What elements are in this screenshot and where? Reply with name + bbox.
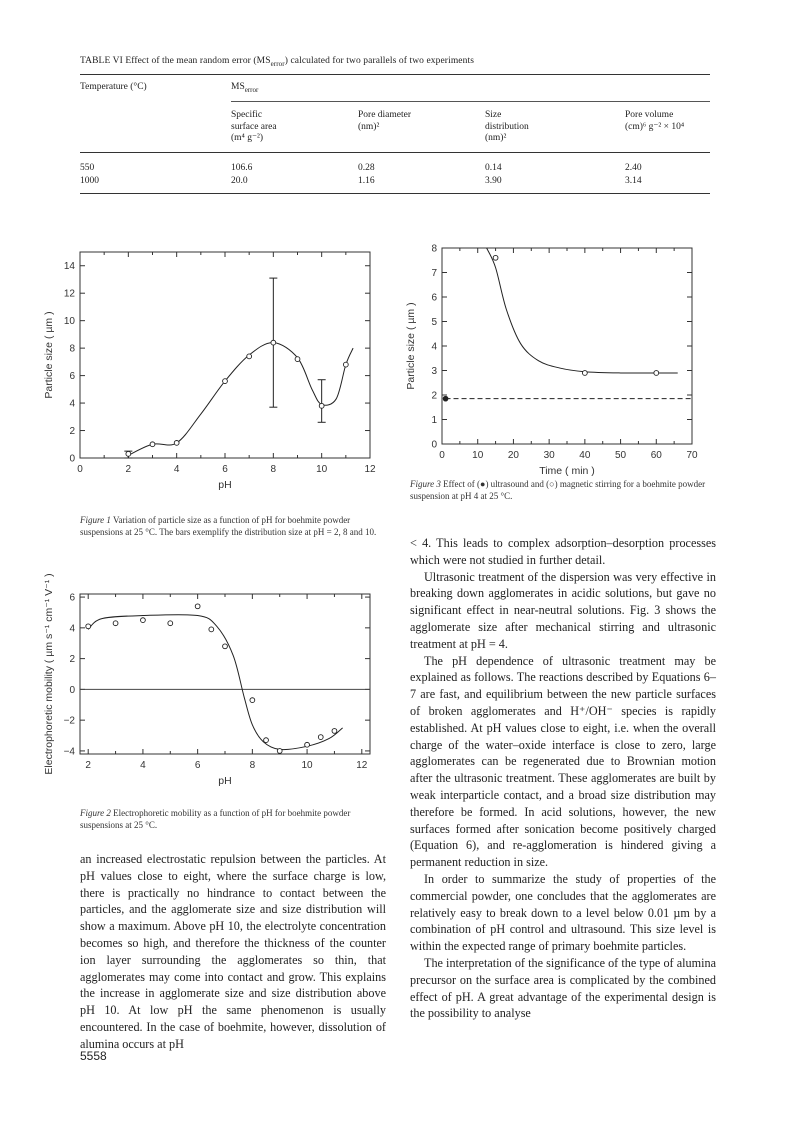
body-paragraph: < 4. This leads to complex adsorption–desorption processes which were not studied in further detail. (410, 536, 716, 567)
data-point (343, 362, 348, 367)
filled-circle-icon: ● (480, 479, 486, 489)
data-point (168, 621, 173, 626)
x-tick-label: 10 (472, 450, 484, 461)
y-tick-label: 7 (431, 268, 437, 279)
y-tick-label: 2 (69, 654, 75, 666)
data-point (277, 749, 282, 754)
page-number: 5558 (80, 1049, 107, 1063)
figure-2-chart (40, 573, 390, 798)
plot-frame (442, 248, 692, 444)
x-tick-label: 8 (270, 464, 277, 475)
data-point (250, 698, 255, 703)
x-axis-label: pH (218, 479, 232, 491)
x-tick-label: 12 (364, 464, 376, 475)
y-tick-label: 4 (69, 623, 75, 635)
header-pore-diameter: Pore diameter (nm)² (358, 110, 412, 132)
x-tick-label: 4 (140, 760, 146, 771)
fitted-curve (88, 615, 342, 750)
y-tick-label: 14 (63, 261, 75, 273)
x-tick-label: 4 (173, 464, 180, 475)
table-rule-mid (231, 101, 710, 102)
data-point (209, 627, 214, 632)
series-curve (487, 248, 678, 373)
y-tick-label: 0 (69, 684, 75, 696)
body-paragraph: Ultrasonic treatment of the dispersion was very effective in breaking down agglomerates in acidic solutions, but gave no significant effect in near-neutral solutions. Fig. 3 shows the agglomerate size after mechanical stirring and ultrasonic treatment at pH = 4. (410, 569, 716, 651)
data-point (264, 738, 269, 743)
x-tick-label: 50 (615, 450, 627, 461)
x-tick-label: 20 (507, 450, 519, 461)
y-tick-label: −2 (63, 715, 75, 727)
table-cell: 0.14 (485, 163, 502, 173)
table-cell: 2.40 (625, 163, 642, 173)
data-point (305, 742, 310, 747)
y-axis-label: Particle size ( µm ) (405, 302, 417, 390)
x-tick-label: 70 (686, 450, 698, 461)
x-axis-label: pH (218, 775, 232, 787)
y-tick-label: 0 (69, 453, 75, 465)
table-cell: 106.6 (231, 163, 253, 173)
data-point (150, 442, 155, 447)
y-axis-label: Particle size ( µm ) (43, 311, 55, 399)
header-pore-volume: Pore volume (cm)⁶ g⁻² × 10⁴ (625, 110, 685, 132)
data-point (493, 255, 498, 260)
y-tick-label: 5 (431, 317, 437, 328)
data-point (174, 440, 179, 445)
y-tick-label: 6 (69, 371, 75, 383)
body-paragraph: an increased electrostatic repulsion between the particles. At pH values close to eight, where the surface charge is low, there is practically no hindrance to contact between the particles, and the agglomerate size and size distribution will show a maximum. Above pH 10, the electrolyte concentration becomes so high, and therefore the thickness of the counter ion layer surrounding the agglomerates so thin, that agglomerates may come into contact and grow. This explains the increase in agglomerate size and size distribution above pH 10. At low pH the same phenomenon is usually encountered. In the case of boehmite, however, dissolution of alumina occurs at pH (80, 852, 386, 1051)
data-point (223, 644, 228, 649)
y-tick-label: 4 (69, 398, 75, 410)
y-tick-label: 1 (431, 415, 437, 426)
y-tick-label: 0 (431, 439, 437, 451)
y-tick-label: 4 (431, 341, 437, 353)
figure-1-chart (40, 238, 390, 508)
y-tick-label: 10 (63, 316, 75, 328)
y-tick-label: 2 (69, 426, 75, 438)
plot-frame (80, 594, 370, 754)
figure-3-chart (400, 238, 720, 476)
header-size-distribution: Size distribution (nm)² (485, 110, 529, 143)
x-tick-label: 0 (77, 464, 83, 475)
body-left-column (80, 851, 386, 1053)
y-tick-label: −4 (63, 746, 75, 758)
header-ms-error: $MS_{error}$ (231, 82, 259, 94)
data-point (332, 729, 337, 734)
x-tick-label: 12 (356, 760, 368, 771)
y-tick-label: 3 (431, 366, 437, 377)
x-tick-label: 6 (222, 464, 228, 475)
body-right-column (410, 535, 716, 1022)
x-tick-label: 60 (650, 450, 662, 461)
x-tick-label: 10 (301, 760, 313, 771)
body-paragraph: The pH dependence of ultrasonic treatment may be explained as follows. The reactions described by Equations 6–7 are fast, and equilibrium between the new particle surfaces of broken agglomerates and H⁺/OH⁻ species is rapidly established. At pH values close to eight, i.e. when the overall charge of the water–oxide interface is close to zero, large agglomerates can be regenerated due to Brownian motion after the ultrasonic treatment. These agglomerates are built by weak interparticle contact, and a broad size distribution may therefore be formed. In acid solutions, however, the new surfaces formed after sonication become positively charged (Equation 6), and re-agglomeration is hindered giving a permanent reduction in size. (410, 653, 716, 870)
table-cell: 3.14 (625, 176, 642, 186)
body-paragraph: The interpretation of the significance of the type of alumina precursor on the surface area is complicated by the combined effect of pH. A great advantage of the experimental design is the possibility to analyse (410, 955, 716, 1021)
x-tick-label: 10 (316, 464, 328, 475)
y-tick-label: 6 (69, 592, 75, 604)
y-tick-label: 6 (431, 292, 437, 304)
x-tick-label: 40 (579, 450, 591, 461)
x-tick-label: 30 (543, 450, 555, 461)
data-point (318, 735, 323, 740)
table-caption: TABLE VI Effect of the mean random error $(MS_{error})$ calculated for two parallels of two experiments (80, 56, 475, 68)
figure-1-caption: Figure 1 Variation of particle size as a function of pH for boehmite powder suspensions at 25 °C. The bars exemplify the distribution size at pH = 2, 8 and 10. (80, 515, 377, 537)
data-point (295, 357, 300, 362)
y-tick-label: 8 (69, 343, 75, 355)
y-tick-label: 8 (431, 243, 437, 255)
x-tick-label: 0 (439, 450, 445, 461)
data-point (113, 621, 118, 626)
plot-frame (80, 252, 370, 458)
data-point (247, 354, 252, 359)
table-rule-top (80, 74, 710, 75)
data-point (271, 340, 276, 345)
open-circle-icon: ○ (549, 479, 555, 489)
y-axis-label: Electrophoretic mobility ( µm s⁻¹ cm⁻¹ V⁻¹ ) (43, 573, 55, 775)
x-axis-label: Time ( min ) (539, 465, 595, 477)
table-cell: 3.90 (485, 176, 502, 186)
data-point (86, 624, 91, 629)
x-tick-label: 6 (194, 760, 201, 771)
x-tick-label: 2 (125, 464, 132, 475)
data-point (223, 379, 228, 384)
data-point (141, 618, 146, 623)
table-row: 1000 (80, 176, 99, 186)
data-point (195, 604, 200, 609)
table-cell: 1.16 (358, 176, 375, 186)
figure-3-caption: Figure 3 Effect of (●) ultrasound and (○) magnetic stirring for a boehmite powder suspension at pH 4 at 25 °C. (410, 479, 706, 501)
table-cell: 20.0 (231, 176, 248, 186)
y-tick-label: 12 (63, 288, 75, 300)
data-point (443, 396, 448, 401)
body-paragraph: In order to summarize the study of properties of the commercial powder, one concludes that the agglomerates are relatively easy to break down to a level below 0.01 µm by a combination of pH control and ultrasound. This size level is within the expected range of primary boehmite particles. (410, 871, 716, 954)
data-point (582, 371, 587, 376)
y-tick-label: 2 (431, 390, 437, 402)
figure-2-caption: Figure 2 Electrophoretic mobility as a function of pH for boehmite powder suspensions at 25 °C. (80, 808, 351, 830)
data-point (319, 403, 324, 408)
header-specific-surface-area: Specific surface area (m⁴ g⁻²) (231, 110, 277, 143)
table-rule-header-bottom (80, 152, 710, 153)
table-cell: 0.28 (358, 163, 375, 173)
table-row: 550 (80, 163, 95, 173)
data-point (654, 371, 659, 376)
x-tick-label: 2 (85, 760, 91, 771)
fitted-curve (128, 343, 353, 456)
x-tick-label: 8 (249, 760, 256, 771)
table-rule-bottom (80, 193, 710, 194)
data-point (126, 451, 131, 456)
header-temperature: Temperature (°C) (80, 82, 147, 92)
